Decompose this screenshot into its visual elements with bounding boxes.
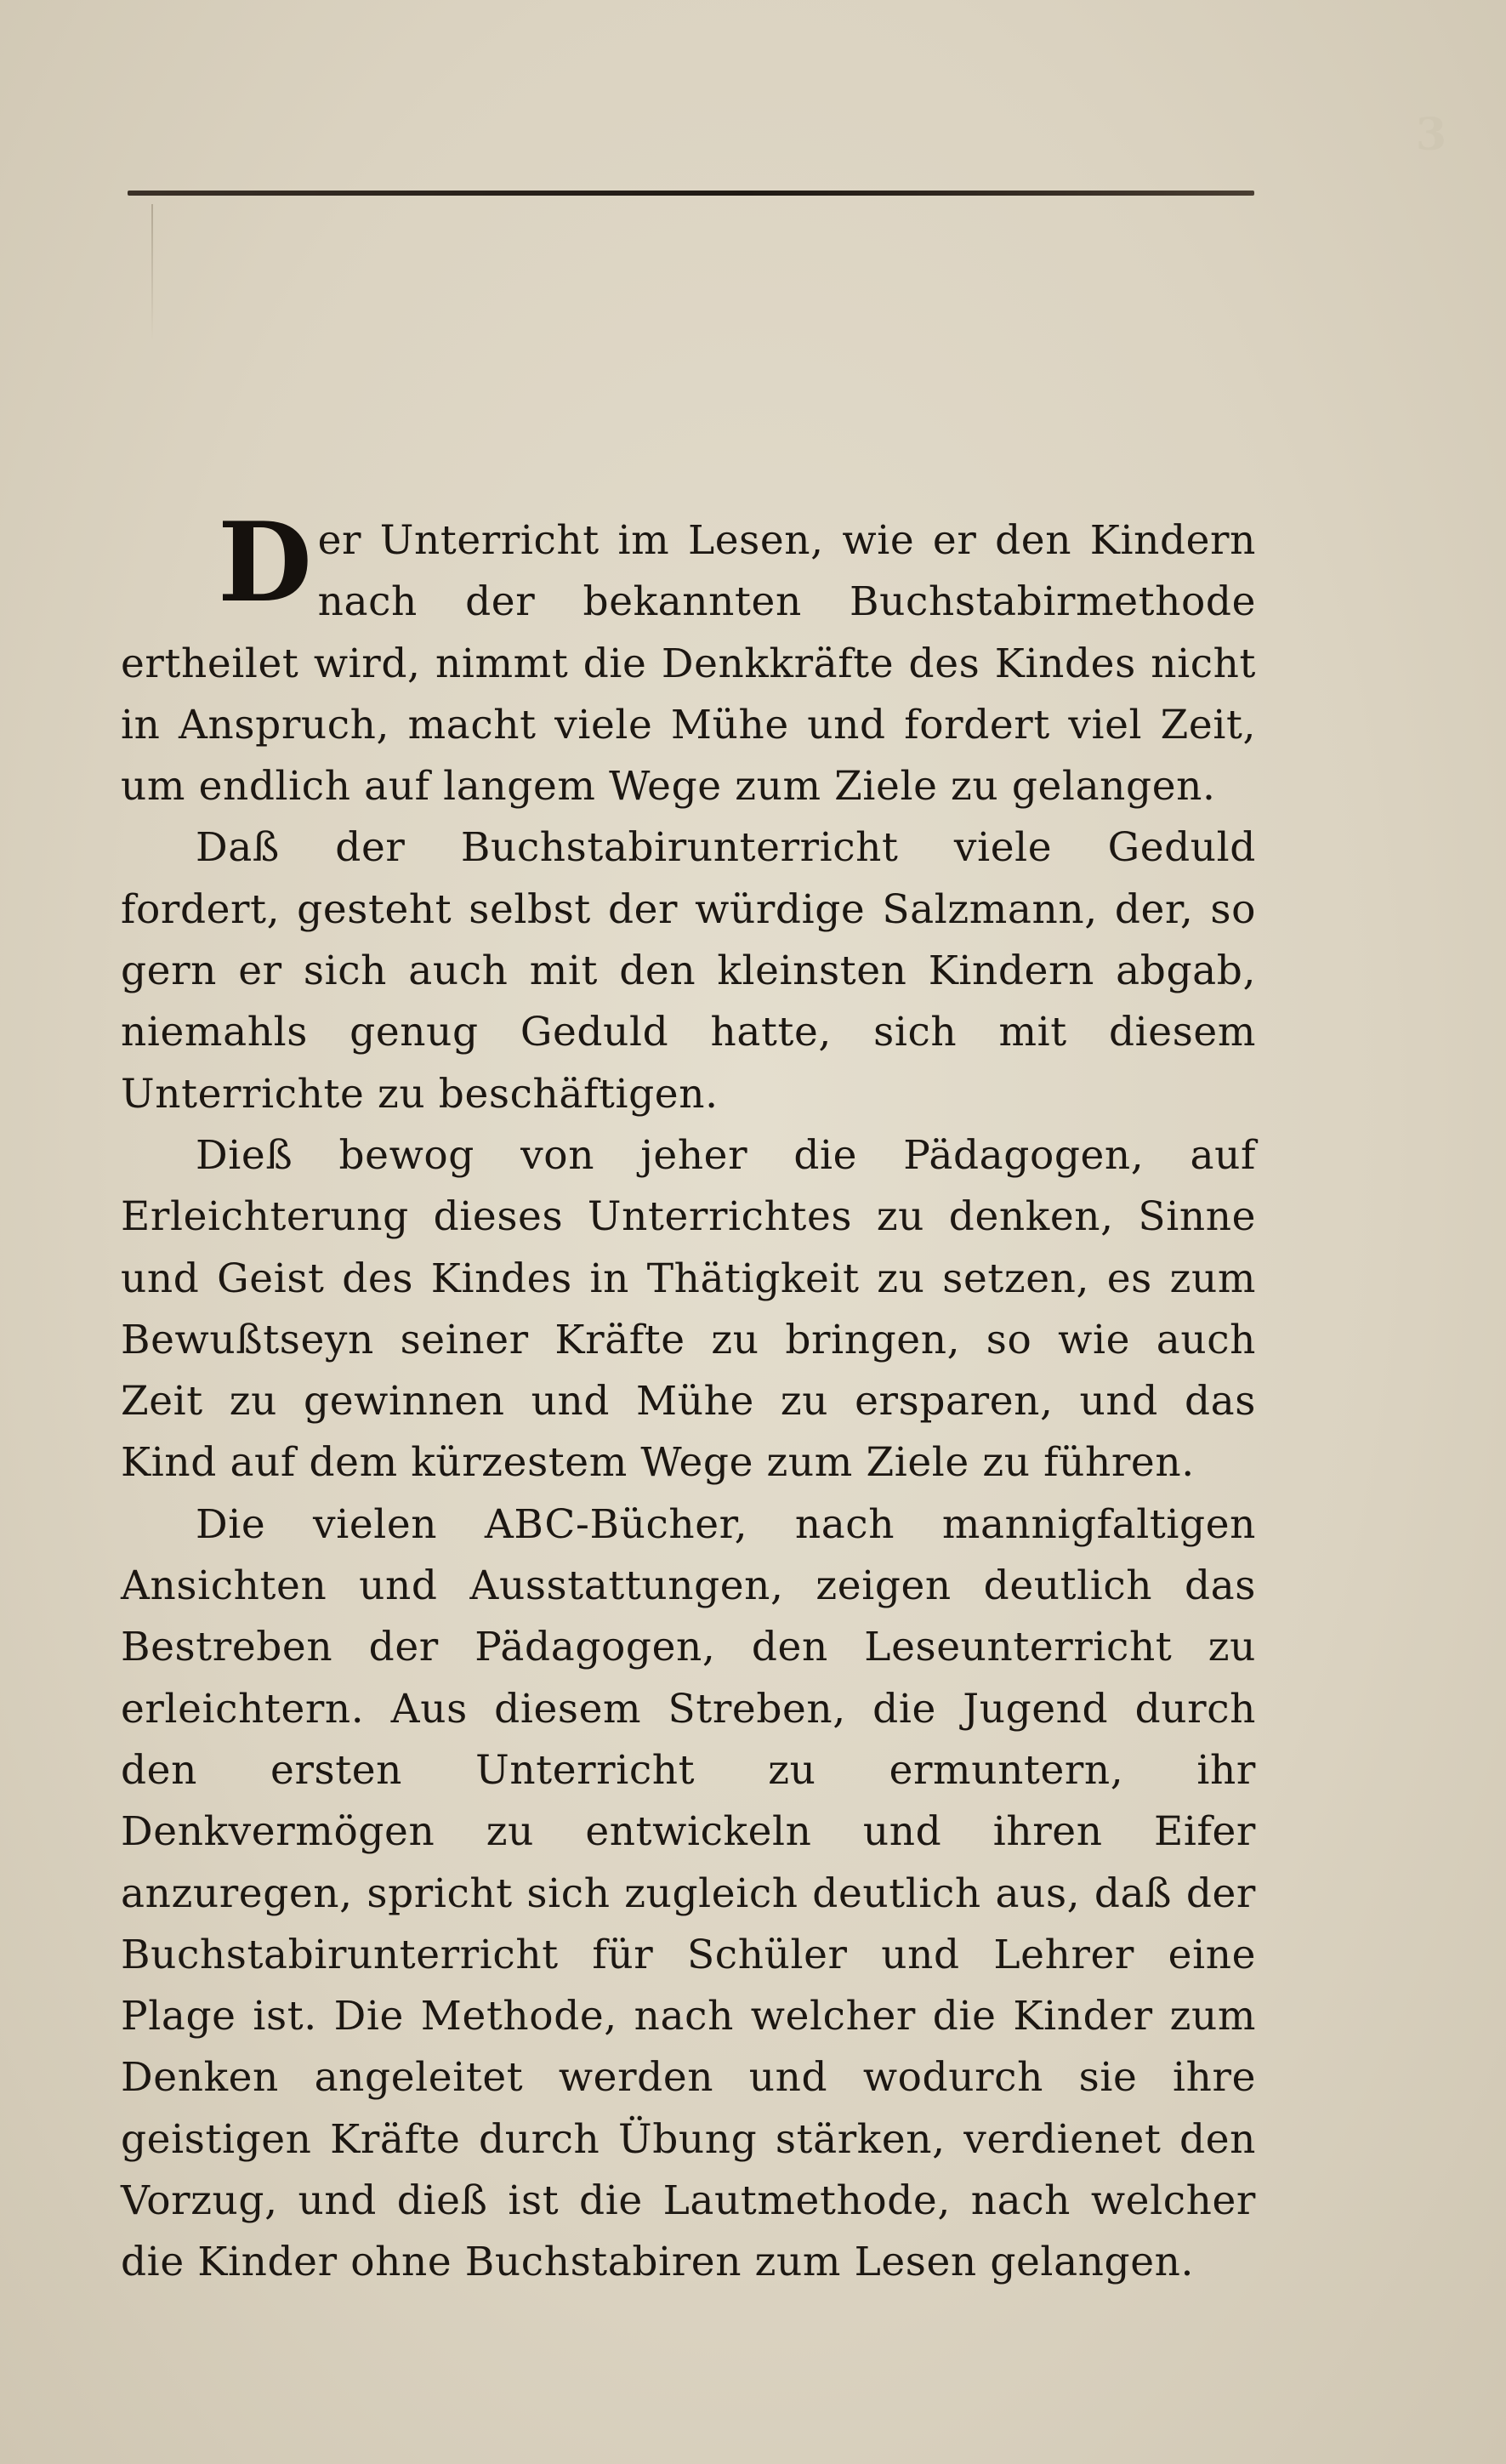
body-text (121, 499, 1256, 2294)
paragraph-1 (121, 499, 1256, 817)
paragraph-1-text: er Unterricht im Lesen, wie er den Kindern nach der bekannten Buchstabirmethode ertheilet wird, nimmt die Denkkräfte des Kindes nicht in Anspruch, macht viele Mühe und fordert viel Zeit, um endlich auf langem Wege zum Ziele zu gelangen. (121, 517, 1256, 811)
drop-cap: D (218, 499, 313, 627)
paragraph-4: Die vielen ABC-Bücher, nach mannigfaltigen Ansichten und Ausstattungen, zeigen deutlich das Bestreben der Pädagogen, den Leseunterricht zu erleichtern. Aus diesem Streben, die Jugend durch den ersten Unterricht zu ermuntern, ihr Denkvermögen zu entwickeln und ihren Eifer anzuregen, spricht sich zugleich deutlich aus, daß der Buchstabirunterricht für Schüler und Lehrer eine Plage ist. Die Methode, nach welcher die Kinder zum Denken angeleitet werden und wodurch sie ihre geistigen Kräfte durch Übung stärken, verdienet den Vorzug, und dieß ist die Lautmethode, nach welcher die Kinder ohne Buchstabiren zum Lesen gelangen. (121, 1500, 1256, 2286)
header-rule (128, 191, 1254, 196)
paragraph-2: Daß der Buchstabirunterricht viele Geduld fordert, gesteht selbst der würdige Salzmann, der, so gern er sich auch mit den kleinsten Kindern abgab, niemahls genug Geduld hatte, sich mit diesem Unterrichte zu beschäftigen. (121, 824, 1256, 1118)
page-number-bleedthrough: 3 (1415, 109, 1446, 161)
paper-crease (151, 204, 153, 340)
paragraph-3: Dieß bewog von jeher die Pädagogen, auf Erleichterung dieses Unterrichtes zu denken, Sinne und Geist des Kindes in Thätigkeit zu setzen, es zum Bewußtseyn seiner Kräfte zu bringen, so wie auch Zeit zu gewinnen und Mühe zu ersparen, und das Kind auf dem kürzestem Wege zum Ziele zu führen. (121, 1131, 1256, 1487)
